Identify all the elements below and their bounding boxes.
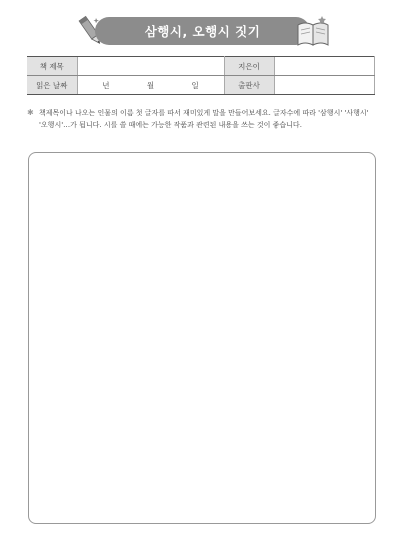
book-title-row xyxy=(27,57,374,76)
author-field[interactable] xyxy=(274,57,374,76)
year-unit: 년 xyxy=(102,80,110,90)
book-info-table xyxy=(27,56,375,95)
publisher-field[interactable] xyxy=(274,76,374,95)
read-date-row xyxy=(27,76,374,95)
instruction-note xyxy=(27,107,374,131)
instruction-text: 책제목이나 나오는 인물의 이름 첫 글자를 따서 재미있게 말을 만들어보세요. 글자수에 따라 '삼행시' '사행시' '오행시'…가 됩니다. 시를 쓸 때에는 가능한 작품과 관련된 내용을 쓰는 것이 좋습니다. xyxy=(39,109,369,129)
read-date-field[interactable] xyxy=(77,76,224,95)
month-unit: 월 xyxy=(146,80,155,90)
author-label: 지은이 xyxy=(224,57,274,76)
book-title-field[interactable] xyxy=(77,57,224,76)
book-icon xyxy=(296,15,330,47)
page-title: 삼행시, 오행시 짓기 xyxy=(95,17,310,45)
publisher-label: 출판사 xyxy=(224,76,274,95)
writing-area[interactable] xyxy=(28,152,376,524)
asterisk-icon: ✱ xyxy=(27,108,34,117)
book-title-label: 책 제목 xyxy=(27,57,77,76)
day-unit: 일 xyxy=(191,80,199,90)
read-date-label: 읽은 날짜 xyxy=(27,76,77,95)
